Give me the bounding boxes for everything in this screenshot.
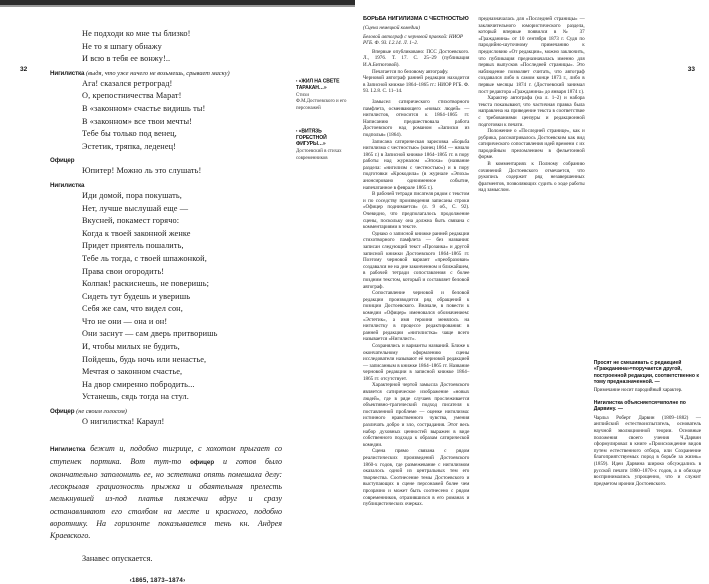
speaker-name-secondary: офицер (190, 458, 215, 466)
margin-note-title-text: «ЖИЛ НА СВЕТЕ ТАРАКАН…» (296, 78, 340, 91)
speaker-label (50, 157, 282, 164)
bullet-icon: ▪ (296, 78, 298, 83)
paragraph: Сохранялись и варианты названий. Ближе к окончательному оформлению сцены исследователи называют её черновой редакцией — записанным в книжке 1864–1865 гг. Название черновой редакции в записной книжке 1864–1865 гг. отсутствует. (363, 342, 470, 382)
column-3-spacer (594, 16, 701, 354)
source-line: Печатается по беловому автографу. (372, 68, 449, 75)
paragraph: В комментариях к Полному собранию сочинений Достоевского отмечается, что рукопись содержит ряд незавершенных фрагментов, позволяющих судить о ходе работы над замыслом. (478, 161, 585, 194)
stage-direction-text-a: бежит и, подобно тигрице, с хохотом прыгает со ступенек портика. Вот тут-то (50, 443, 282, 466)
closing-stage-direction (50, 443, 282, 543)
article-subtitle: (Сцена немецкой комедии) (363, 25, 420, 31)
paragraph: предназначалась для «Последней страницы» — заключительного юмористического раздела, который впервые появился в № 37 «Гражданина» от 10 сентября 1873 г. Судя по пародийно-шуточному примечанию к предисловию «От редакции», можно заключить, что публикация предназначалась именно для первых выпусков «Последней страницы». Это наблюдение позволяет считать, что автограф создавался либо в самом конце 1873 г., либо в первые месяцы 1874 г. (Достоевский занимал пост редактора «Гражданина» до января 1874 г.). (478, 16, 585, 95)
right-page (355, 0, 709, 508)
commentary-columns (363, 16, 701, 508)
verse-line: Что не они — она и он! (82, 316, 168, 326)
verse-line: В «законном» все твои мечты! (82, 116, 193, 126)
margin-notes (296, 78, 348, 178)
paragraph: Сцена прямо связана с рядом реалистических произведений Достоевского 1860-х годов, где размежевание с нигилизмом оказалось одной из центральных тем его творчества. Соотнесение темы Достоевского и выступающих в сцене персонажей более чем прозрачно и может быть соотнесено с рядом современников, отразившихся в его романах и публицистических очерках. (363, 448, 470, 508)
verse-line: И, чтобы милых не будить, (82, 342, 180, 352)
verse-line: Сидеть тут будешь и уверишь (82, 291, 191, 301)
verse-line: И всю в тебя ее вонжу!.. (82, 54, 171, 64)
margin-note-item[interactable] (296, 128, 348, 162)
verse-line: Не подходи ко мне ты близко! (82, 29, 191, 38)
paragraph: Записана сатирическая зарисовка «Борьба нигилизма с честностью» (конец 1864 — начало 1865 г.) в Записной книжке 1864–1865 гг. в пору работы над журналом «Эпоха» (название раздела: «нигилизм с честностью») и в пору подготовки «Крокодила» (в журнале «Эпоха» анонсировано одноименное событие, напечатанное в феврале 1865 г.). (363, 138, 470, 191)
verse-block (50, 408, 282, 429)
paragraph: Характер автографа (на л. 1–2) и набора текста показывают, что частичная правка была направлена на приведение текста в соответствие с требованиями цензуры и редакционной подготовки к печати. (478, 95, 585, 128)
margin-note-title-text: «ВИТЯЗЬ ГОРЕСТНОЙ ФИГУРЫ…» (296, 128, 327, 147)
verse-line: В «законном» счастье видишь ты! (82, 103, 206, 113)
verse-line: Пойдешь, будь ночь или ненастье, (82, 354, 207, 364)
paragraph: Сопоставление черновой и беловой редакции производится ряд обращений к позиции Достоевского. Вначале, в повести к комедии «Офицер» именовался обозначением: «Эстетик», а имя героини менялось на нигилистку в процессе редактирования: в ранней редакции «нигилистка» чаще всего называется «Нигилист». (363, 290, 470, 343)
note-text: Примечание носит пародийный характер. (593, 387, 683, 393)
speaker-name: Нигилистка (50, 181, 85, 189)
verse-line: Эстетик, тряпка, леденец! (82, 141, 177, 151)
verse-column (50, 28, 282, 429)
verse-line: На двор смиренно побродить... (82, 379, 195, 389)
verse-line: Ага! сказался ретроград! (82, 78, 173, 88)
speaker-name: Нигилистка (50, 69, 85, 77)
verse-line: Права свои огородить! (82, 266, 165, 276)
speaker-name: Офицер (50, 408, 75, 416)
margin-note-subtitle: Стихи Ф.М.Достоевского и его персонажей (296, 93, 347, 111)
source-block (363, 49, 469, 95)
verse-line: Нет, лучше выслушай еще — (82, 203, 189, 213)
stage-direction-inline: (выдя, что уже ничего не возьмешь, срывает маску) (86, 69, 230, 77)
scan-edge-bar-secondary (0, 5, 355, 7)
paragraph: Чарльз Роберт Дарвин (1809–1882) — английский естествоиспытатель, основатель научной эволюционной теории. Основные положения своего учения Ч.Дарвин сформулировал в книге «Происхождение видов путем естественного отбора, или Сохранение благоприятствуемых пород в борьбе за жизнь» (1859). Идеи Дарвина широко обсуждались в русской печати 1860–1870-х годов, а в обиходе воспринимались упрощенно, что и служит предметом иронии Достоевского. (593, 414, 701, 487)
verse-line: Колпак! раскиснешь, не поверишь; (82, 279, 210, 289)
verse-line: Они заснут — сам дверь притворишь (82, 329, 218, 339)
speaker-label (50, 408, 282, 415)
speaker-label (50, 182, 282, 189)
stage-direction-text-c: кн. Андрея Краевского. (50, 518, 282, 541)
verse-block (82, 28, 282, 66)
verse-line: Придет приятель пошалить, (82, 241, 184, 251)
paragraph: Замысел сатирического стихотворного памфлета, осмеивающего «новых людей» — нигилистов, относится к 1864–1865 гг. Написанию предшествовала работа Достоевского над романом «Записки из подполья» (1864). (363, 98, 470, 138)
verse-line: Не то я шпагу обнажу (82, 41, 162, 51)
verse-line: О, крепостничества Марат! (82, 91, 182, 101)
verse-line: Мечтая о законном счастье, (82, 367, 183, 377)
source-line: Черновой автограф ранней редакции находится в Записной книжке 1864–1865 гг.: НИОР РГБ. Ф. 93. I.2.8. С. 11–14. (363, 75, 470, 95)
verse-line: Себя же сам, что видел сон, (82, 304, 183, 314)
paragraph: Характерной чертой замысла Достоевского является сатирическое изображение «новых людей», где в ряде случаев прослеживается объективно-трагический подход писателя к поставленной проблеме — оценке нигилизма: истинного нравственного чувства, умения различать добро и зло, сострадания. Этот весь набор духовных ценностей выражен в виде собственного подхода к образам сатирической комедии. (363, 382, 470, 448)
verse-line: Тебе ль тогда, с твоей шпажонкой, (82, 253, 207, 263)
verse-block (50, 157, 282, 178)
verse-line: Когда к твоей законной женке (82, 228, 191, 238)
speaker-label (50, 70, 282, 77)
source-line: Впервые опубликовано: ПСС Достоевского. Л., 1976. Т. 17. С. 25–29 (публикация И.А.Битюговой). (363, 48, 470, 68)
speaker-name: Нигилистка (50, 445, 86, 453)
verse-block (50, 69, 282, 154)
commentary-body-1 (363, 99, 469, 508)
curtain-line: Занавес опускается. (82, 554, 153, 564)
page-number-right: 33 (687, 66, 695, 73)
verse-line: Иди домой, пора покушать, (82, 190, 182, 200)
verse-line: О нигилистка! Караул! (82, 417, 165, 427)
dateline: ‹1865, 1873–1874› (129, 577, 186, 584)
commentary-column-2 (478, 16, 584, 508)
note-heading: Просят не смешивать с редакцией «Гражданина»=поручается другой, построенной редакции, соответственно к тому предназначенной. — (593, 360, 699, 386)
article-title: БОРЬБА НИГИЛИЗМА С ЧЕСТНОСТЬЮ (363, 16, 469, 22)
commentary-column-3 (594, 16, 701, 508)
margin-note-item[interactable] (296, 78, 348, 112)
source-line: Беловой автограф с черновой правкой: НИОР РГБ. Ф. 93. I.2.14. Л. 1–2. (363, 33, 464, 47)
paragraph: Однако о записной книжке ранней редакции стихотворного памфлета — без названия: записан следующий текст «Прозаика» и другой записной книжки Достоевского 1864–1865 гг. Поэтому черновой вариант «преобразован» создавался не на дне законченном и ближайшем, в рабочей тетради сопоставления с более поздним текстом, который и составляет беловой автограф. (363, 230, 470, 290)
verse-block (50, 181, 282, 404)
margin-note-title (296, 128, 348, 148)
commentary-column-1 (363, 16, 469, 508)
margin-note-subtitle: Достоевский в стихах современников (296, 149, 342, 161)
verse-line: Тебе бы только под венец, (82, 129, 177, 139)
verse-line: Устанешь, сядь тогда на стул. (82, 392, 189, 402)
commentary-body-2 (478, 16, 584, 194)
verse-line: Вкусней, покамест горячо: (82, 216, 180, 226)
note-body (594, 415, 701, 488)
page-number-left: 32 (20, 66, 28, 73)
paragraph: Положение о «Последней странице», как и рубрика, рассматривалось Достоевским как вид сатирического сопоставления идей времени с их пародийным преломлением в фельетонной форме. (478, 128, 585, 161)
paragraph: В рабочей тетради писателя рядом с текстом и по соседству произведения записаны строки «Офицер поднимается» (л. 9 об., С. 92). Очевидно, что предполагалось продолжение сцены, поскольку она должна быть связана с комментариями в тексте. (363, 191, 470, 231)
verse-line: Юпитер! Можно ль это слушать! (82, 166, 202, 176)
stage-direction-inline: (не своим голосом) (76, 408, 127, 416)
speaker-name: Офицер (50, 157, 75, 165)
stage-direction-text-b: и готов было окончательно заполонить ее, но эстетика опять помешала делу: лесокрылая грациозность прыжка и обаятельная прелесть мелькнувшей из-под платья пляжечки вдруг и сразу останавливают его столбом на месте и красного, подобно воротнику. На горизонте показывается тень (50, 456, 283, 528)
bullet-icon: ▪ (296, 127, 298, 133)
note-heading: Нигилистка объясняется=вполне по Дарвину. — (593, 400, 686, 413)
margin-note-title (296, 78, 348, 91)
